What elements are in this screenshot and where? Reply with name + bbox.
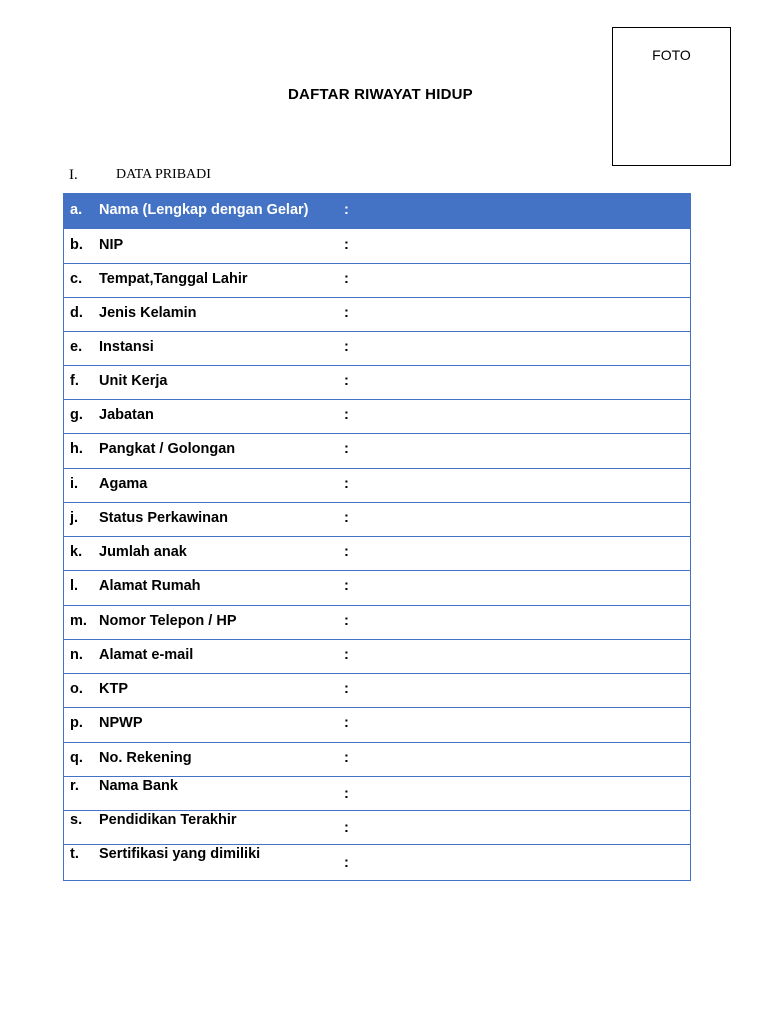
form-row [63, 298, 691, 332]
form-row [63, 537, 691, 571]
form-row [63, 845, 691, 881]
row-letter: h. [70, 441, 83, 457]
row-value-field[interactable]: : [344, 820, 349, 836]
form-row [63, 503, 691, 537]
form-row [63, 366, 691, 400]
row-value-field[interactable]: : [344, 578, 349, 594]
row-label: Sertifikasi yang dimiliki [99, 846, 261, 862]
form-row [63, 400, 691, 434]
row-label: Nama (Lengkap dengan Gelar) [99, 202, 309, 218]
row-label: NIP [99, 237, 124, 253]
row-label: No. Rekening [99, 750, 192, 766]
form-row [63, 674, 691, 708]
row-letter: o. [70, 681, 83, 697]
row-value-field[interactable]: : [344, 715, 349, 731]
row-value-field[interactable]: : [344, 613, 349, 629]
photo-box [612, 27, 731, 166]
row-label: Status Perkawinan [99, 510, 228, 526]
row-value-field[interactable]: : [344, 855, 349, 871]
row-letter: m. [70, 613, 87, 629]
row-label: Pendidikan Terakhir [99, 812, 237, 828]
row-value-field[interactable]: : [344, 681, 349, 697]
photo-label: FOTO [652, 47, 691, 63]
row-letter: t. [70, 846, 79, 862]
form-row [63, 264, 691, 298]
form-row [63, 332, 691, 366]
row-value-field[interactable]: : [344, 237, 349, 253]
form-row [63, 743, 691, 777]
row-label: Tempat,Tanggal Lahir [99, 271, 248, 287]
row-value-field[interactable]: : [344, 407, 349, 423]
row-letter: a. [70, 202, 83, 218]
form-row [63, 434, 691, 469]
row-letter: q. [70, 750, 83, 766]
row-label: KTP [99, 681, 128, 697]
form-row [63, 640, 691, 674]
row-value-field[interactable]: : [344, 202, 349, 218]
row-label: Alamat e-mail [99, 647, 194, 663]
row-letter: l. [70, 578, 79, 594]
row-letter: b. [70, 237, 83, 253]
row-label: Instansi [99, 339, 154, 355]
row-value-field[interactable]: : [344, 271, 349, 287]
row-label: Alamat Rumah [99, 578, 201, 594]
row-letter: d. [70, 305, 83, 321]
form-row [63, 777, 691, 811]
row-value-field[interactable]: : [344, 750, 349, 766]
row-value-field[interactable]: : [344, 339, 349, 355]
form-row [63, 469, 691, 503]
row-label: Jenis Kelamin [99, 305, 197, 321]
form-row [63, 811, 691, 845]
row-label: Pangkat / Golongan [99, 441, 236, 457]
row-value-field[interactable]: : [344, 305, 349, 321]
row-letter: j. [70, 510, 79, 526]
row-letter: s. [70, 812, 83, 828]
section-title: DATA PRIBADI [116, 167, 211, 182]
row-label: Jabatan [99, 407, 154, 423]
personal-data-table [63, 193, 691, 881]
row-value-field[interactable]: : [344, 647, 349, 663]
row-label: Unit Kerja [99, 373, 168, 389]
row-label: Jumlah anak [99, 544, 187, 560]
row-value-field[interactable]: : [344, 786, 349, 802]
row-label: Nama Bank [99, 778, 178, 794]
form-row [63, 708, 691, 743]
row-letter: r. [70, 778, 79, 794]
form-row [63, 194, 691, 229]
row-letter: i. [70, 476, 79, 492]
row-letter: f. [70, 373, 79, 389]
row-value-field[interactable]: : [344, 544, 349, 560]
row-letter: p. [70, 715, 83, 731]
row-label: NPWP [99, 715, 143, 731]
form-row [63, 606, 691, 640]
row-value-field[interactable]: : [344, 441, 349, 457]
document-title: DAFTAR RIWAYAT HIDUP [288, 86, 473, 103]
row-letter: g. [70, 407, 83, 423]
row-letter: c. [70, 271, 83, 287]
form-row [63, 229, 691, 264]
row-value-field[interactable]: : [344, 373, 349, 389]
row-label: Agama [99, 476, 148, 492]
section-number: I. [69, 167, 78, 183]
row-letter: e. [70, 339, 83, 355]
row-value-field[interactable]: : [344, 510, 349, 526]
form-row [63, 571, 691, 606]
row-value-field[interactable]: : [344, 476, 349, 492]
row-label: Nomor Telepon / HP [99, 613, 237, 629]
row-letter: k. [70, 544, 83, 560]
row-letter: n. [70, 647, 83, 663]
